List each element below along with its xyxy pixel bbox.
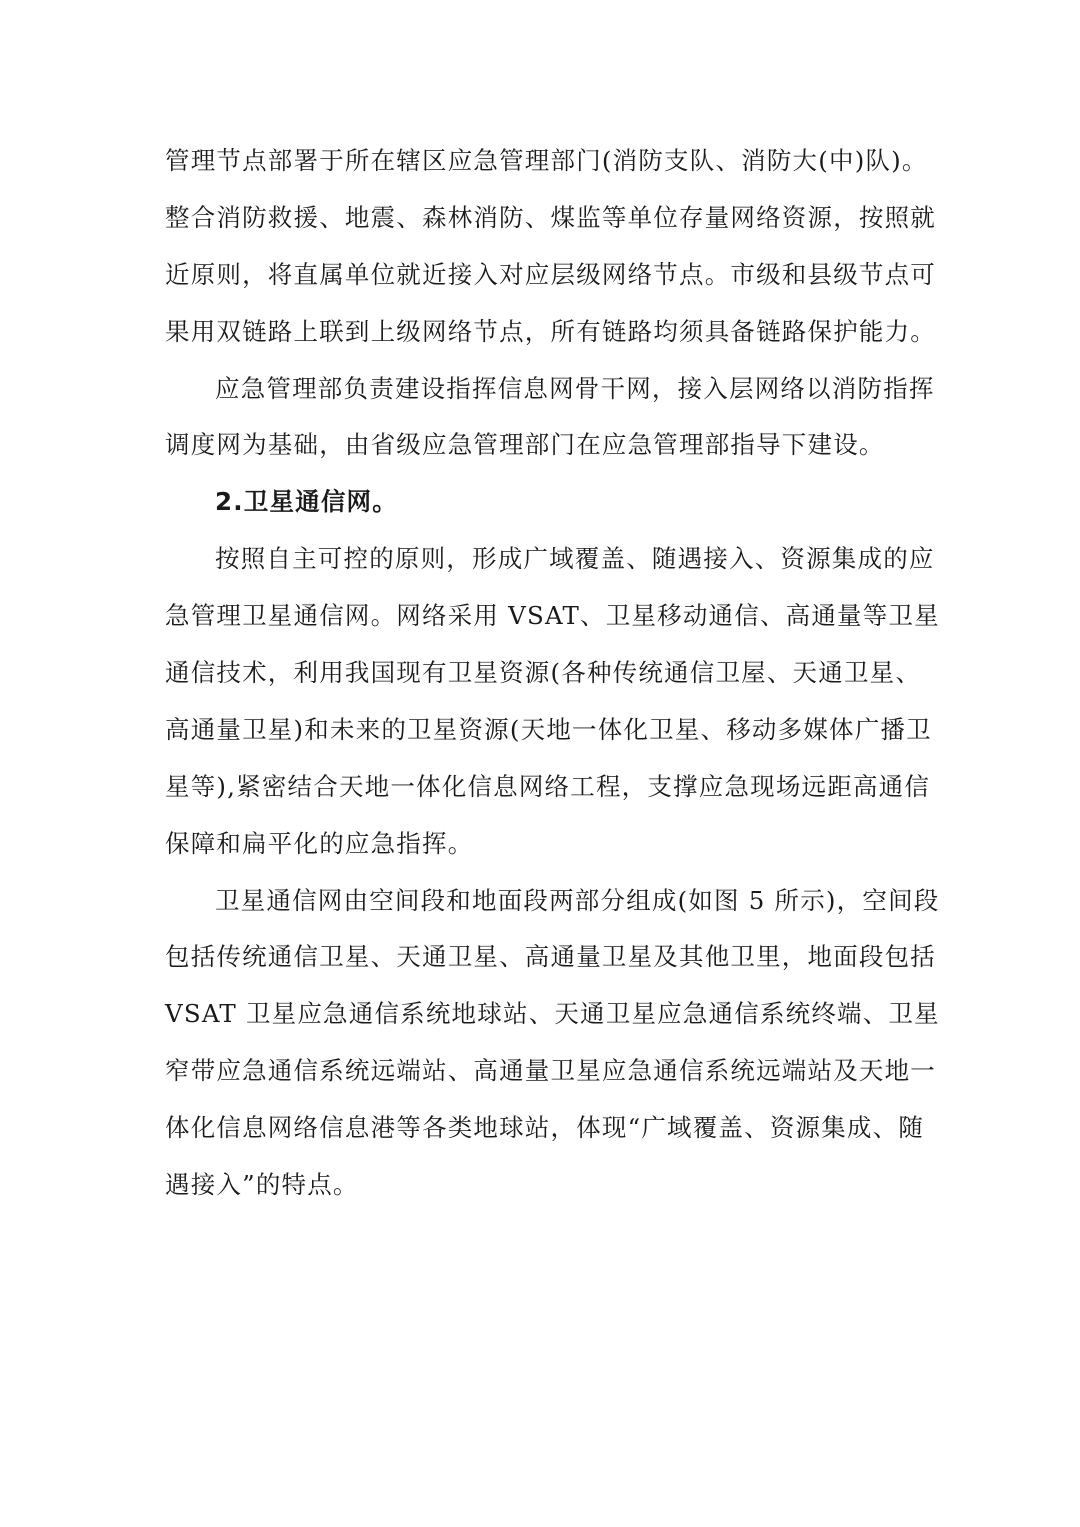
body-text-line: 果用双链路上联到上级网络节点，所有链路均须具备链路保护能力。	[165, 316, 936, 346]
body-text-line: 高通量卫星)和未来的卫星资源(天地一体化卫星、移动多媒体广播卫	[165, 714, 932, 744]
body-text-line: 按照自主可控的原则，形成广域覆盖、随遇接入、资源集成的应	[215, 544, 935, 574]
body-text-line: 体化信息网络信息港等各类地球站，体现“广域覆盖、资源集成、随	[165, 1113, 925, 1143]
body-text-line: 近原则，将直属单位就近接入对应层级网络节点。市级和县级节点可	[165, 259, 936, 289]
document-body	[165, 133, 940, 1214]
body-text-line: 星等),紧密结合天地一体化信息网络工程，支撑应急现场远距高通信	[165, 771, 931, 801]
body-text-line: VSAT 卫星应急通信系统地球站、天通卫星应急通信系统终端、卫星	[165, 999, 940, 1029]
body-text-line: 急管理卫星通信网。网络采用 VSAT、卫星移动通信、高通量等卫星	[165, 601, 940, 631]
body-text-line: 调度网为基础，由省级应急管理部门在应急管理部指导下建设。	[165, 430, 885, 460]
body-text-line: 应急管理部负责建设指挥信息网骨干网，接入层网络以消防指挥	[215, 373, 935, 403]
body-text-line: 通信技术，利用我国现有卫星资源(各种传统通信卫屋、天通卫星、	[165, 658, 922, 688]
body-text-line: 保障和扁平化的应急指挥。	[165, 828, 474, 858]
section-heading: 2.卫星通信网。	[215, 487, 398, 517]
body-text-line: 卫星通信网由空间段和地面段两部分组成(如图 5 所示)，空间段	[215, 885, 940, 915]
body-text-line: 包括传统通信卫星、天通卫星、高通量卫星及其他卫里，地面段包括	[165, 942, 936, 972]
body-text-line: 窄带应急通信系统远端站、高通量卫星应急通信系统远端站及天地一	[165, 1056, 936, 1086]
body-text-line: 管理节点部署于所在辖区应急管理部门(消防支队、消防大(中)队)。	[165, 146, 928, 175]
body-text-line: 整合消防救援、地震、森林消防、煤监等单位存量网络资源，按照就	[165, 202, 936, 232]
body-text-line: 遇接入”的特点。	[165, 1170, 359, 1200]
